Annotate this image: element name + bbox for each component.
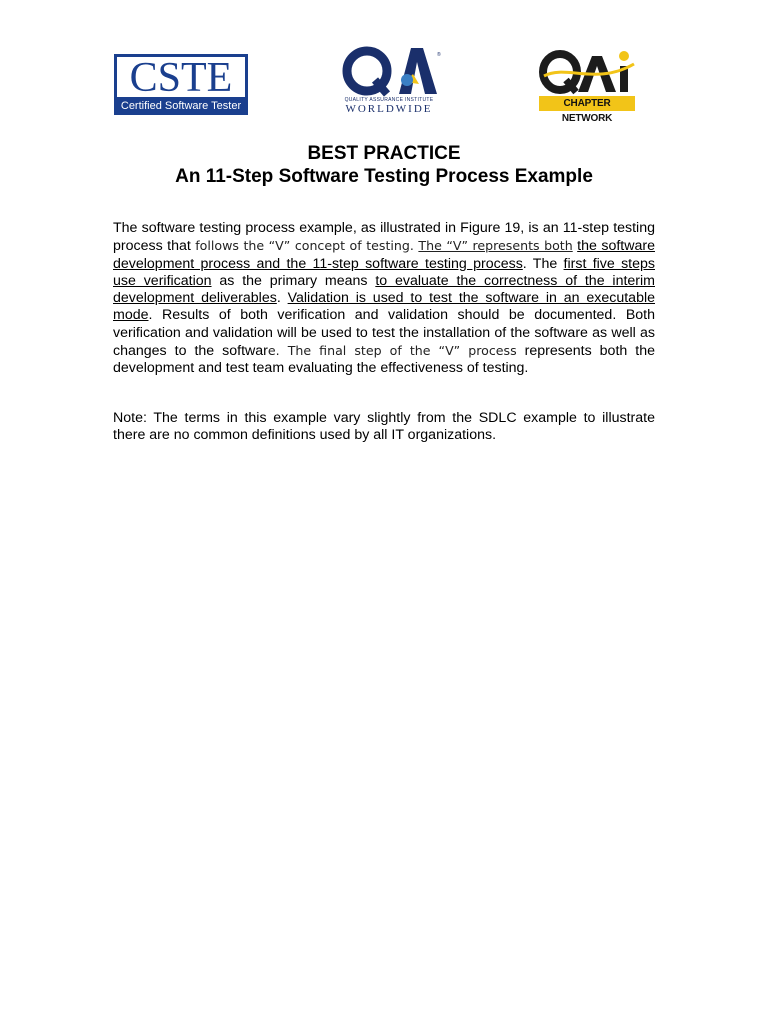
para1-text-6: . Results of both verification and validation should be documented. Both verification and validation will be used to test the installation of the software as well as changes to the softwar bbox=[113, 307, 655, 360]
qai-logo-mark bbox=[536, 46, 640, 96]
logo-header bbox=[0, 0, 768, 130]
cste-logo-subtitle: Certified Software Tester bbox=[120, 100, 242, 112]
cste-logo-word: CSTE bbox=[117, 57, 245, 97]
paragraph-testing-process bbox=[113, 220, 655, 378]
para1-text-4: as the primary means bbox=[211, 272, 376, 289]
para1-text-5: . bbox=[276, 290, 288, 307]
qa-worldwide-logo bbox=[333, 44, 445, 116]
para1-text-1: The software testing process example, as illustrated in Figure 19, is an 11-step testing process that bbox=[113, 220, 655, 255]
qai-chapter-network-band: CHAPTER NETWORK bbox=[539, 96, 635, 111]
para1-underline-1: The “V” represents both bbox=[418, 238, 573, 254]
document-title-line1: BEST PRACTICE bbox=[307, 143, 461, 164]
paragraph-note: Note: The terms in this example vary slightly from the SDLC example to illustrate there are no common definitions used by all IT organizations. bbox=[113, 410, 655, 444]
para1-underline-5: Validation is used to test the software in an executable mode bbox=[113, 290, 655, 324]
para1-underline-2: the software development process and the 11-step software testing process bbox=[113, 238, 655, 272]
qa-logo-small-text: QUALITY ASSURANCE INSTITUTE bbox=[344, 97, 434, 103]
para1-text-2: follows the “V” concept of testing. bbox=[195, 238, 419, 254]
registered-mark-icon: ® bbox=[437, 52, 441, 58]
qai-chapter-network-logo bbox=[536, 46, 640, 124]
para1-text-7: e. The final step of the “V” process bbox=[267, 343, 517, 359]
para1-text-8: represents both the development and test team evaluating the effectiveness of testing. bbox=[113, 343, 655, 377]
para1-underline-3: first five steps use verification bbox=[113, 255, 655, 289]
para1-text-3: . The bbox=[522, 255, 564, 272]
para1-underline-4: to evaluate the correctness of the interim development deliverables bbox=[113, 272, 655, 307]
document-title-line2: An 11-Step Software Testing Process Example bbox=[175, 166, 593, 187]
qa-logo-worldwide: WORLDWIDE bbox=[345, 103, 433, 115]
cste-logo bbox=[114, 54, 248, 115]
qa-logo-mark bbox=[333, 44, 445, 100]
